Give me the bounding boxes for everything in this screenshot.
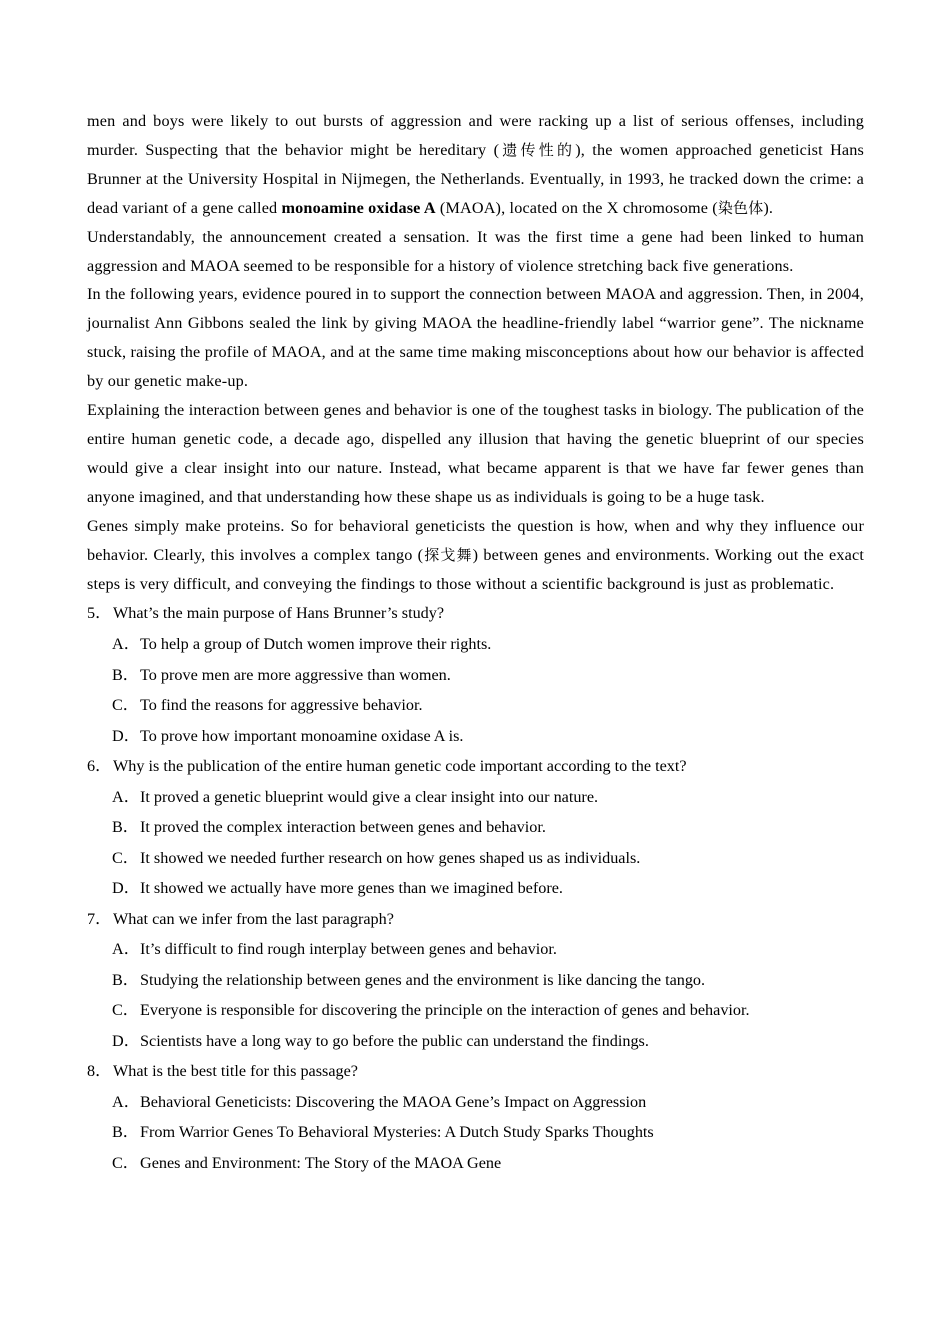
answer-option[interactable] bbox=[87, 934, 864, 965]
passage-text: men and boys were likely to out bursts of aggression and were racking up a list of serious offenses, including murder. Suspecting that the behavior might be hereditary ( bbox=[87, 112, 864, 159]
question-stem bbox=[87, 1056, 864, 1087]
option-letter: B． bbox=[112, 818, 139, 837]
answer-option[interactable] bbox=[87, 812, 864, 843]
option-text: Behavioral Geneticists: Discovering the MAOA Gene’s Impact on Aggression bbox=[140, 1092, 647, 1111]
question-stem bbox=[87, 598, 864, 629]
question-number: 7． bbox=[87, 909, 112, 928]
answer-option[interactable] bbox=[87, 995, 864, 1026]
option-letter: C． bbox=[112, 848, 139, 867]
question-number: 6． bbox=[87, 757, 112, 775]
option-letter: B． bbox=[112, 970, 139, 989]
bold-term: monoamine oxidase A bbox=[281, 198, 436, 217]
answer-option[interactable] bbox=[87, 629, 864, 660]
question-block bbox=[87, 1056, 864, 1178]
answer-option[interactable] bbox=[87, 1148, 864, 1179]
option-letter: A． bbox=[112, 1092, 140, 1111]
answer-option[interactable] bbox=[87, 782, 864, 813]
option-text: Scientists have a long way to go before the public can understand the findings. bbox=[140, 1031, 649, 1050]
question-block bbox=[87, 598, 864, 751]
answer-option[interactable] bbox=[87, 965, 864, 996]
option-text: It showed we actually have more genes than we imagined before. bbox=[140, 879, 563, 898]
answer-option[interactable] bbox=[87, 1026, 864, 1057]
option-letter: C． bbox=[112, 1153, 139, 1172]
option-letter: D． bbox=[112, 879, 140, 898]
question-text: What can we infer from the last paragraph? bbox=[113, 909, 394, 928]
passage-text: Explaining the interaction between genes and behavior is one of the toughest tasks in biology. The publication of the entire human genetic code, a decade ago, dispelled any illusion that having the genetic blueprint of our species would give a clear insight into our nature. Instead, what became apparent is that we have far fewer genes than anyone imagined, and that understanding how these shape us as individuals is going to be a huge task. bbox=[87, 401, 864, 506]
answer-option[interactable] bbox=[87, 843, 864, 874]
question-block bbox=[87, 751, 864, 904]
reading-passage bbox=[87, 107, 864, 598]
option-text: To help a group of Dutch women improve their rights. bbox=[140, 635, 492, 653]
passage-text: ). bbox=[763, 198, 774, 217]
question-text: What’s the main purpose of Hans Brunner’s study? bbox=[113, 604, 445, 623]
passage-paragraph bbox=[87, 107, 864, 598]
answer-option[interactable] bbox=[87, 660, 864, 691]
option-text: It proved the complex interaction between genes and behavior. bbox=[140, 818, 546, 837]
passage-paragraph bbox=[87, 107, 864, 280]
passage-text: ) between genes and environments. Working out the exact steps is very difficult, and conveying the findings to those without a scientific background is just as problematic. bbox=[87, 545, 864, 593]
option-text: It’s difficult to find rough interplay between genes and behavior. bbox=[140, 940, 557, 959]
option-letter: A． bbox=[112, 635, 140, 653]
option-letter: C． bbox=[112, 1001, 139, 1020]
option-text: To find the reasons for aggressive behavior. bbox=[140, 696, 423, 714]
passage-text: Understandably, the announcement created a sensation. It was the first time a gene had been linked to human aggression and MAOA seemed to be responsible for a history of violence stretching back five generations. bbox=[87, 227, 864, 275]
question-text: What is the best title for this passage? bbox=[113, 1062, 358, 1081]
option-text: Everyone is responsible for discovering the principle on the interaction of genes and behavior. bbox=[140, 1001, 750, 1020]
option-letter: C． bbox=[112, 696, 139, 714]
answer-option[interactable] bbox=[87, 873, 864, 904]
option-letter: D． bbox=[112, 726, 140, 745]
option-letter: D． bbox=[112, 1031, 140, 1050]
option-text: From Warrior Genes To Behavioral Mysteries: A Dutch Study Sparks Thoughts bbox=[140, 1123, 654, 1142]
passage-text: Genes simply make proteins. So for behavioral geneticists the question is how, when and why they influence our behavior. Clearly, this involves a complex tango ( bbox=[87, 516, 864, 564]
question-stem bbox=[87, 751, 864, 782]
answer-option[interactable] bbox=[87, 721, 864, 752]
question-number: 5． bbox=[87, 604, 112, 623]
passage-text: (MAOA), located on the X chromosome ( bbox=[435, 198, 718, 217]
question-text: Why is the publication of the entire human genetic code important according to the text? bbox=[113, 757, 687, 775]
passage-text: In the following years, evidence poured in to support the connection between MAOA and aggression. Then, in 2004, journalist Ann Gibbons sealed the link by giving MAOA the headline-friendly label “warrior gene”. The nickname stuck, raising the profile of MAOA, and at the same time making misconceptions about how our behavior is affected by our genetic make-up. bbox=[87, 285, 864, 391]
question-stem bbox=[87, 904, 864, 935]
question-number: 8． bbox=[87, 1062, 112, 1081]
option-letter: A． bbox=[112, 940, 140, 959]
passage-text: ), the women approached geneticist Hans Brunner at the University Hospital in Nijmegen, the Netherlands. Eventually, in 1993, he tracked down the crime: a dead variant of a gene called bbox=[87, 140, 864, 217]
chinese-gloss: 探戈舞 bbox=[423, 545, 473, 564]
questions-list bbox=[87, 598, 864, 1178]
option-letter: B． bbox=[112, 1123, 139, 1142]
answer-option[interactable] bbox=[87, 690, 864, 721]
chinese-gloss: 遗传性的 bbox=[499, 140, 576, 159]
option-text: It proved a genetic blueprint would give a clear insight into our nature. bbox=[140, 787, 599, 806]
option-letter: B． bbox=[112, 665, 139, 684]
option-text: To prove how important monoamine oxidase A is. bbox=[140, 726, 464, 745]
option-text: Genes and Environment: The Story of the MAOA Gene bbox=[140, 1153, 502, 1172]
question-block bbox=[87, 904, 864, 1057]
passage-paragraph bbox=[87, 107, 864, 223]
option-text: To prove men are more aggressive than women. bbox=[140, 665, 451, 684]
option-letter: A． bbox=[112, 787, 140, 806]
passage-paragraph bbox=[87, 107, 864, 396]
option-text: Studying the relationship between genes and the environment is like dancing the tango. bbox=[140, 970, 706, 989]
option-text: It showed we needed further research on how genes shaped us as individuals. bbox=[140, 848, 641, 867]
chinese-gloss: 染色体 bbox=[717, 198, 764, 217]
answer-option[interactable] bbox=[87, 1087, 864, 1118]
passage-paragraph bbox=[87, 107, 864, 512]
answer-option[interactable] bbox=[87, 1117, 864, 1148]
